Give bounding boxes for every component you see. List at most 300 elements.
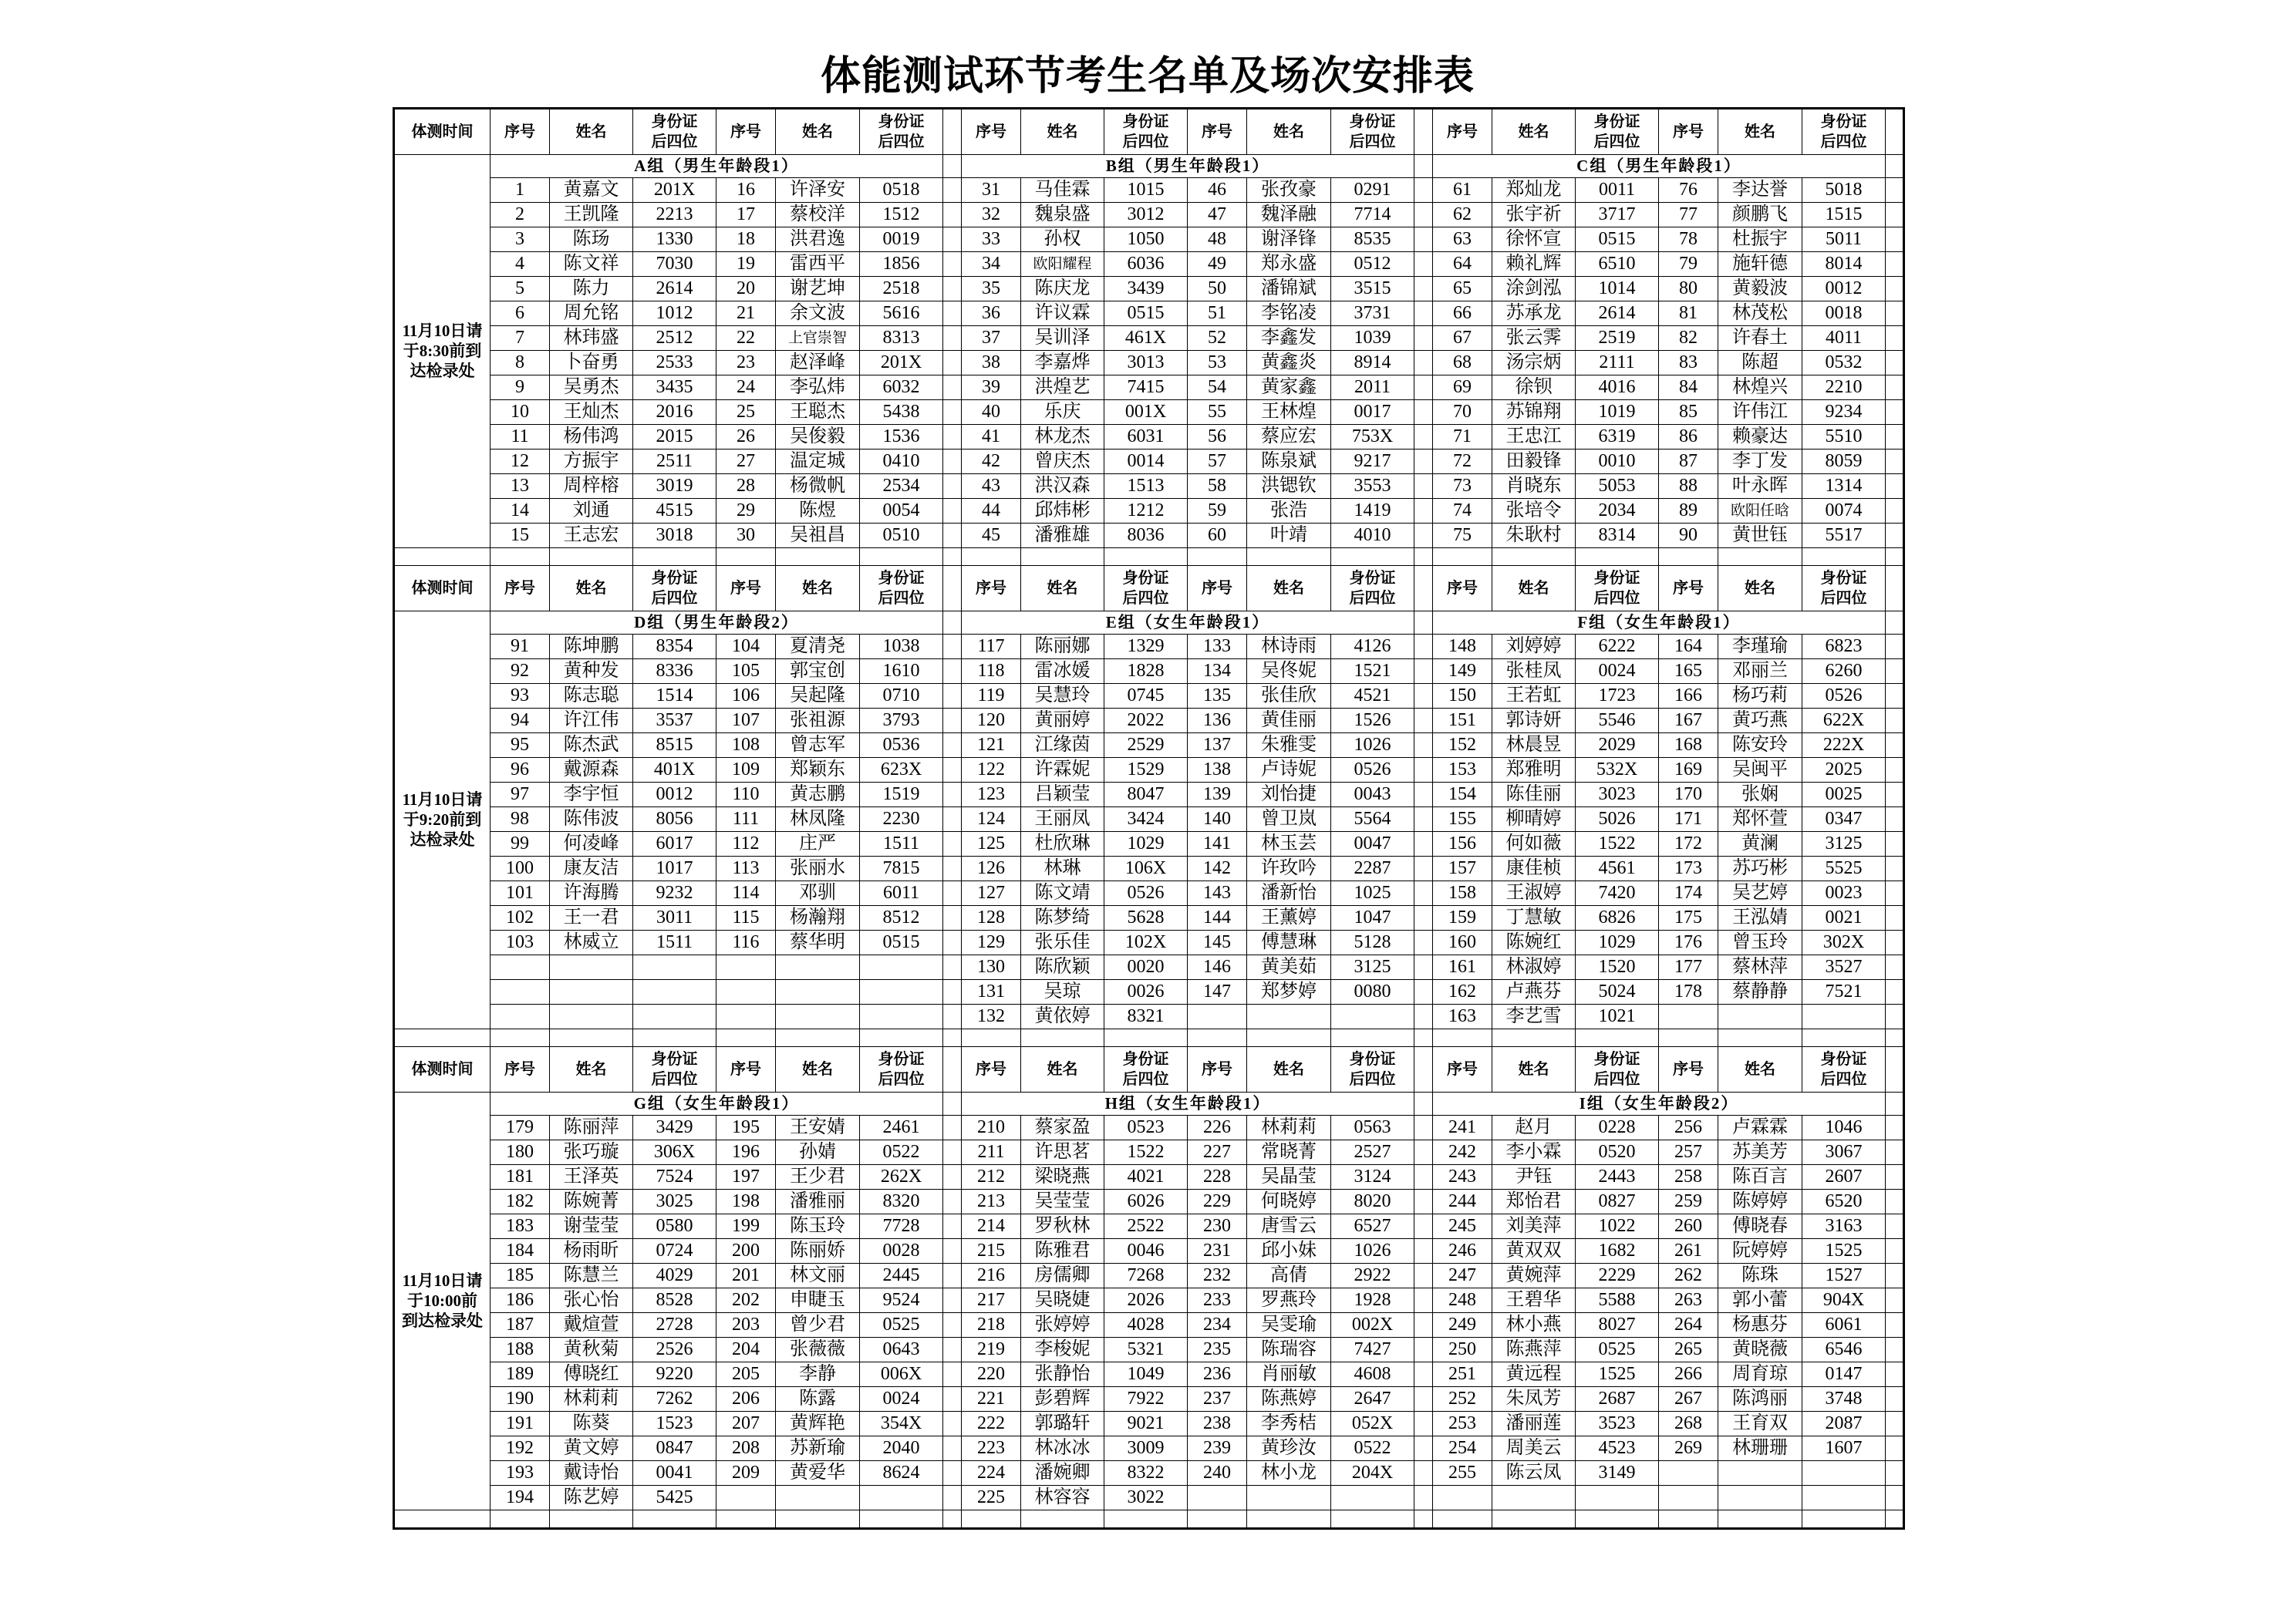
name-cell: 邱炜彬 <box>1021 498 1104 523</box>
seq-cell: 118 <box>962 658 1021 683</box>
name-cell: 施轩德 <box>1718 251 1802 276</box>
name-cell: 赖豪达 <box>1718 424 1802 449</box>
name-cell: 吴训泽 <box>1021 325 1104 350</box>
header-name: 姓名 <box>550 566 633 611</box>
table-row <box>394 831 1904 856</box>
seq-cell: 213 <box>962 1189 1021 1214</box>
name-cell: 周育琼 <box>1718 1362 1802 1386</box>
separator-cell <box>1414 1047 1433 1093</box>
seq-cell: 168 <box>1659 732 1718 757</box>
empty-cell <box>1718 1510 1802 1529</box>
name-cell: 杨伟鸿 <box>550 424 633 449</box>
separator-cell <box>1414 155 1433 178</box>
id-last4-cell: 2213 <box>633 202 716 227</box>
separator-cell <box>1414 1485 1433 1510</box>
separator-cell <box>1886 905 1904 930</box>
name-cell: 陈瑞容 <box>1247 1337 1331 1362</box>
id-last4-cell: 0080 <box>1331 979 1414 1004</box>
id-last4-cell: 9217 <box>1331 449 1414 473</box>
id-last4-cell: 1511 <box>633 930 716 955</box>
header-name: 姓名 <box>1247 566 1331 611</box>
name-cell: 许伟江 <box>1718 399 1802 424</box>
session-time-line: 达检录处 <box>410 830 475 850</box>
table-row <box>394 523 1904 547</box>
name-cell: 陈婉菁 <box>550 1189 633 1214</box>
header-name: 姓名 <box>550 109 633 155</box>
seq-cell: 13 <box>491 473 550 498</box>
seq-cell: 46 <box>1188 177 1247 202</box>
id-last4-cell: 6527 <box>1331 1214 1414 1238</box>
session-time-line: 于9:20前到 <box>403 810 482 830</box>
empty-cell <box>1802 1460 1886 1485</box>
session-time <box>394 611 491 1029</box>
name-cell: 陈丽娇 <box>776 1238 860 1263</box>
id-last4-cell: 0724 <box>633 1238 716 1263</box>
separator-cell <box>1886 301 1904 325</box>
seq-cell: 48 <box>1188 227 1247 251</box>
id-last4-cell: 8027 <box>1576 1312 1659 1337</box>
header-id-text: 身份证 <box>878 570 925 587</box>
name-cell: 郑怀萱 <box>1718 806 1802 831</box>
name-cell: 林煌兴 <box>1718 375 1802 399</box>
id-last4-cell: 2026 <box>1104 1288 1188 1312</box>
id-last4-cell: 2518 <box>860 276 943 301</box>
id-last4-cell: 904X <box>1802 1288 1886 1312</box>
id-last4-cell: 5425 <box>633 1485 716 1510</box>
separator-cell <box>1414 1238 1433 1263</box>
seq-cell: 180 <box>491 1140 550 1164</box>
separator-cell <box>943 1093 962 1116</box>
seq-cell: 221 <box>962 1386 1021 1411</box>
seq-cell: 62 <box>1433 202 1492 227</box>
id-last4-cell: 2607 <box>1802 1164 1886 1189</box>
separator-cell <box>1886 782 1904 806</box>
id-last4-cell: 8014 <box>1802 251 1886 276</box>
id-last4-cell: 3149 <box>1576 1460 1659 1485</box>
id-last4-cell: 1026 <box>1331 1238 1414 1263</box>
seq-cell: 54 <box>1188 375 1247 399</box>
name-cell: 周允铭 <box>550 301 633 325</box>
separator-cell <box>943 155 962 178</box>
name-cell: 张桂凤 <box>1492 658 1576 683</box>
separator-cell <box>1414 732 1433 757</box>
seq-cell: 98 <box>491 806 550 831</box>
separator-cell <box>943 498 962 523</box>
id-last4-cell: 1047 <box>1331 905 1414 930</box>
header-id-last4 <box>860 109 943 155</box>
seq-cell: 88 <box>1659 473 1718 498</box>
separator-cell <box>943 251 962 276</box>
seq-cell: 178 <box>1659 979 1718 1004</box>
seq-cell: 162 <box>1433 979 1492 1004</box>
table-row <box>394 227 1904 251</box>
seq-cell: 175 <box>1659 905 1718 930</box>
header-id-text: 身份证 <box>1820 113 1867 130</box>
empty-cell <box>943 1029 962 1047</box>
seq-cell: 64 <box>1433 251 1492 276</box>
id-last4-cell: 6017 <box>633 831 716 856</box>
header-id-last4 <box>633 566 716 611</box>
separator-cell <box>1886 856 1904 881</box>
seq-cell: 129 <box>962 930 1021 955</box>
id-last4-cell: 3731 <box>1331 301 1414 325</box>
name-cell: 林冰冰 <box>1021 1436 1104 1460</box>
id-last4-cell: 0532 <box>1802 350 1886 375</box>
seq-cell: 35 <box>962 276 1021 301</box>
seq-cell: 141 <box>1188 831 1247 856</box>
seq-cell: 53 <box>1188 350 1247 375</box>
table-row <box>394 350 1904 375</box>
seq-cell: 232 <box>1188 1263 1247 1288</box>
page-title: 体能测试环节考生名单及场次安排表 <box>820 55 1475 99</box>
name-cell: 卢霖霖 <box>1718 1115 1802 1140</box>
header-id-text: 后四位 <box>1122 133 1169 150</box>
name-cell: 陈葵 <box>550 1411 633 1436</box>
id-last4-cell: 2461 <box>860 1115 943 1140</box>
seq-cell: 237 <box>1188 1386 1247 1411</box>
seq-cell: 138 <box>1188 757 1247 782</box>
group-label-row <box>394 611 1904 635</box>
id-last4-cell: 8313 <box>860 325 943 350</box>
empty-cell <box>716 1004 776 1029</box>
empty-cell <box>550 979 633 1004</box>
id-last4-cell: 222X <box>1802 732 1886 757</box>
seq-cell: 50 <box>1188 276 1247 301</box>
header-id-text: 身份证 <box>878 113 925 130</box>
id-last4-cell: 0021 <box>1802 905 1886 930</box>
name-cell: 林诗雨 <box>1247 634 1331 658</box>
name-cell: 叶永晖 <box>1718 473 1802 498</box>
seq-cell: 84 <box>1659 375 1718 399</box>
seq-cell: 111 <box>716 806 776 831</box>
seq-cell: 145 <box>1188 930 1247 955</box>
name-cell: 欧阳耀程 <box>1021 251 1104 276</box>
header-id-text: 身份证 <box>1122 570 1169 587</box>
seq-cell: 120 <box>962 708 1021 732</box>
id-last4-cell: 2522 <box>1104 1214 1188 1238</box>
separator-cell <box>1886 1460 1904 1485</box>
name-cell: 赵月 <box>1492 1115 1576 1140</box>
table-row <box>394 930 1904 955</box>
empty-cell <box>776 955 860 979</box>
name-cell: 李秀桔 <box>1247 1411 1331 1436</box>
id-last4-cell: 2034 <box>1576 498 1659 523</box>
name-cell: 黄志鹏 <box>776 782 860 806</box>
name-cell: 陈佳丽 <box>1492 782 1576 806</box>
id-last4-cell: 6031 <box>1104 424 1188 449</box>
seq-cell: 41 <box>962 424 1021 449</box>
name-cell: 曾志军 <box>776 732 860 757</box>
empty-cell <box>860 1029 943 1047</box>
seq-cell: 78 <box>1659 227 1718 251</box>
separator-cell <box>1414 251 1433 276</box>
header-id-text: 后四位 <box>1593 1071 1640 1088</box>
separator-cell <box>943 177 962 202</box>
empty-cell <box>860 1510 943 1529</box>
seq-cell: 38 <box>962 350 1021 375</box>
seq-cell: 173 <box>1659 856 1718 881</box>
separator-cell <box>943 1386 962 1411</box>
name-cell: 蔡林萍 <box>1718 955 1802 979</box>
separator-cell <box>1414 1436 1433 1460</box>
empty-cell <box>860 955 943 979</box>
seq-cell: 230 <box>1188 1214 1247 1238</box>
empty-cell <box>962 547 1021 566</box>
separator-cell <box>1414 658 1433 683</box>
id-last4-cell: 006X <box>860 1362 943 1386</box>
seq-cell: 14 <box>491 498 550 523</box>
separator-cell <box>1414 523 1433 547</box>
seq-cell: 151 <box>1433 708 1492 732</box>
seq-cell: 188 <box>491 1337 550 1362</box>
seq-cell: 176 <box>1659 930 1718 955</box>
id-last4-cell: 7521 <box>1802 979 1886 1004</box>
name-cell: 马佳霖 <box>1021 177 1104 202</box>
name-cell: 杨巧莉 <box>1718 683 1802 708</box>
name-cell: 郑永盛 <box>1247 251 1331 276</box>
name-cell: 张巧璇 <box>550 1140 633 1164</box>
id-last4-cell: 0023 <box>1802 881 1886 905</box>
seq-cell: 4 <box>491 251 550 276</box>
separator-cell <box>1886 1189 1904 1214</box>
empty-cell <box>1247 1004 1331 1029</box>
seq-cell: 63 <box>1433 227 1492 251</box>
seq-cell: 251 <box>1433 1362 1492 1386</box>
seq-cell: 183 <box>491 1214 550 1238</box>
seq-cell: 74 <box>1433 498 1492 523</box>
name-cell: 卜奋勇 <box>550 350 633 375</box>
seq-cell: 34 <box>962 251 1021 276</box>
header-id-last4 <box>633 109 716 155</box>
empty-cell <box>1331 1029 1414 1047</box>
empty-cell <box>1886 1029 1904 1047</box>
separator-cell <box>1886 979 1904 1004</box>
table-row <box>394 1164 1904 1189</box>
id-last4-cell: 302X <box>1802 930 1886 955</box>
id-last4-cell: 1012 <box>633 301 716 325</box>
id-last4-cell: 3163 <box>1802 1214 1886 1238</box>
empty-cell <box>962 1029 1021 1047</box>
seq-cell: 158 <box>1433 881 1492 905</box>
separator-cell <box>1886 251 1904 276</box>
id-last4-cell: 3515 <box>1331 276 1414 301</box>
separator-cell <box>1414 683 1433 708</box>
seq-cell: 70 <box>1433 399 1492 424</box>
seq-cell: 32 <box>962 202 1021 227</box>
id-last4-cell: 0745 <box>1104 683 1188 708</box>
name-cell: 谢艺坤 <box>776 276 860 301</box>
seq-cell: 187 <box>491 1312 550 1337</box>
name-cell: 杜振宇 <box>1718 227 1802 251</box>
separator-cell <box>943 375 962 399</box>
id-last4-cell: 3424 <box>1104 806 1188 831</box>
separator-cell <box>943 1238 962 1263</box>
name-cell: 徐钡 <box>1492 375 1576 399</box>
name-cell: 邓驯 <box>776 881 860 905</box>
separator-cell <box>943 1140 962 1164</box>
id-last4-cell: 0410 <box>860 449 943 473</box>
seq-cell: 177 <box>1659 955 1718 979</box>
header-id-text: 后四位 <box>1122 590 1169 607</box>
separator-cell <box>1886 177 1904 202</box>
seq-cell: 139 <box>1188 782 1247 806</box>
seq-cell: 264 <box>1659 1312 1718 1337</box>
name-cell: 王灿杰 <box>550 399 633 424</box>
group-label-row <box>394 155 1904 178</box>
id-last4-cell: 0046 <box>1104 1238 1188 1263</box>
seq-cell: 197 <box>716 1164 776 1189</box>
empty-cell <box>1659 1029 1718 1047</box>
name-cell: 王一君 <box>550 905 633 930</box>
table-row <box>394 375 1904 399</box>
separator-cell <box>943 424 962 449</box>
id-last4-cell: 1525 <box>1802 1238 1886 1263</box>
id-last4-cell: 7427 <box>1331 1337 1414 1362</box>
separator-cell <box>1414 1312 1433 1337</box>
header-id-text: 身份证 <box>1349 1051 1396 1068</box>
name-cell: 何凌峰 <box>550 831 633 856</box>
seq-cell: 186 <box>491 1288 550 1312</box>
seq-cell: 85 <box>1659 399 1718 424</box>
id-last4-cell: 201X <box>860 350 943 375</box>
name-cell: 李嘉烨 <box>1021 350 1104 375</box>
name-cell: 陈庆龙 <box>1021 276 1104 301</box>
table-row <box>394 1386 1904 1411</box>
seq-cell: 260 <box>1659 1214 1718 1238</box>
id-last4-cell: 1330 <box>633 227 716 251</box>
name-cell: 谢泽锋 <box>1247 227 1331 251</box>
id-last4-cell: 1610 <box>860 658 943 683</box>
name-cell: 陈伟波 <box>550 806 633 831</box>
id-last4-cell: 0526 <box>1331 757 1414 782</box>
name-cell: 许春土 <box>1718 325 1802 350</box>
name-cell: 王丽凤 <box>1021 806 1104 831</box>
seq-cell: 236 <box>1188 1362 1247 1386</box>
header-id-text: 后四位 <box>1820 133 1867 150</box>
header-seq: 序号 <box>1659 566 1718 611</box>
id-last4-cell: 7262 <box>633 1386 716 1411</box>
empty-cell <box>491 955 550 979</box>
empty-cell <box>776 1029 860 1047</box>
id-last4-cell: 6222 <box>1576 634 1659 658</box>
id-last4-cell: 3527 <box>1802 955 1886 979</box>
seq-cell: 116 <box>716 930 776 955</box>
seq-cell: 16 <box>716 177 776 202</box>
empty-cell <box>1247 547 1331 566</box>
seq-cell: 20 <box>716 276 776 301</box>
seq-cell: 73 <box>1433 473 1492 498</box>
seq-cell: 55 <box>1188 399 1247 424</box>
separator-cell <box>943 955 962 979</box>
name-cell: 陈燕萍 <box>1492 1337 1576 1362</box>
seq-cell: 43 <box>962 473 1021 498</box>
name-cell: 林凤隆 <box>776 806 860 831</box>
seq-cell: 242 <box>1433 1140 1492 1164</box>
table-row <box>394 1362 1904 1386</box>
separator-cell <box>943 523 962 547</box>
name-cell: 王育双 <box>1718 1411 1802 1436</box>
name-cell: 陈婉红 <box>1492 930 1576 955</box>
roster-table <box>393 107 1905 1530</box>
seq-cell: 220 <box>962 1362 1021 1386</box>
name-cell: 田毅锋 <box>1492 449 1576 473</box>
id-last4-cell: 5026 <box>1576 806 1659 831</box>
id-last4-cell: 4608 <box>1331 1362 1414 1386</box>
seq-cell: 125 <box>962 831 1021 856</box>
seq-cell: 257 <box>1659 1140 1718 1164</box>
name-cell: 彭碧辉 <box>1021 1386 1104 1411</box>
id-last4-cell: 6319 <box>1576 424 1659 449</box>
header-id-text: 后四位 <box>1593 133 1640 150</box>
id-last4-cell: 3439 <box>1104 276 1188 301</box>
name-cell: 陈梦绮 <box>1021 905 1104 930</box>
seq-cell: 11 <box>491 424 550 449</box>
separator-cell <box>1414 301 1433 325</box>
name-cell: 许思茗 <box>1021 1140 1104 1164</box>
empty-cell <box>716 1510 776 1529</box>
seq-cell: 47 <box>1188 202 1247 227</box>
id-last4-cell: 3125 <box>1802 831 1886 856</box>
name-cell: 黄珍汝 <box>1247 1436 1331 1460</box>
seq-cell: 227 <box>1188 1140 1247 1164</box>
name-cell: 罗秋林 <box>1021 1214 1104 1238</box>
seq-cell: 219 <box>962 1337 1021 1362</box>
empty-cell <box>1802 1029 1886 1047</box>
separator-cell <box>943 449 962 473</box>
name-cell: 李铭凌 <box>1247 301 1331 325</box>
id-last4-cell: 2025 <box>1802 757 1886 782</box>
seq-cell: 142 <box>1188 856 1247 881</box>
seq-cell: 22 <box>716 325 776 350</box>
seq-cell: 94 <box>491 708 550 732</box>
separator-cell <box>1414 1337 1433 1362</box>
seq-cell: 75 <box>1433 523 1492 547</box>
header-time: 体测时间 <box>394 566 491 611</box>
name-cell: 黄晓薇 <box>1718 1337 1802 1362</box>
id-last4-cell: 0347 <box>1802 806 1886 831</box>
header-id-last4 <box>1802 109 1886 155</box>
seq-cell: 12 <box>491 449 550 473</box>
name-cell: 潘丽莲 <box>1492 1411 1576 1436</box>
id-last4-cell: 3793 <box>860 708 943 732</box>
name-cell: 徐怀宣 <box>1492 227 1576 251</box>
seq-cell: 171 <box>1659 806 1718 831</box>
seq-cell: 61 <box>1433 177 1492 202</box>
seq-cell: 212 <box>962 1164 1021 1189</box>
name-cell: 陈坤鹏 <box>550 634 633 658</box>
id-last4-cell: 2512 <box>633 325 716 350</box>
header-id-text: 身份证 <box>1122 1051 1169 1068</box>
empty-cell <box>943 547 962 566</box>
header-time: 体测时间 <box>394 109 491 155</box>
name-cell: 庄严 <box>776 831 860 856</box>
table-row <box>394 1189 1904 1214</box>
name-cell: 黄婉萍 <box>1492 1263 1576 1288</box>
seq-cell: 164 <box>1659 634 1718 658</box>
empty-cell <box>1104 1510 1188 1529</box>
id-last4-cell: 8314 <box>1576 523 1659 547</box>
separator-cell <box>943 683 962 708</box>
header-seq: 序号 <box>491 566 550 611</box>
id-last4-cell: 0041 <box>633 1460 716 1485</box>
seq-cell: 89 <box>1659 498 1718 523</box>
separator-cell <box>1414 782 1433 806</box>
name-cell: 王少君 <box>776 1164 860 1189</box>
id-last4-cell: 1026 <box>1331 732 1414 757</box>
id-last4-cell: 2015 <box>633 424 716 449</box>
seq-cell: 147 <box>1188 979 1247 1004</box>
id-last4-cell: 2016 <box>633 399 716 424</box>
